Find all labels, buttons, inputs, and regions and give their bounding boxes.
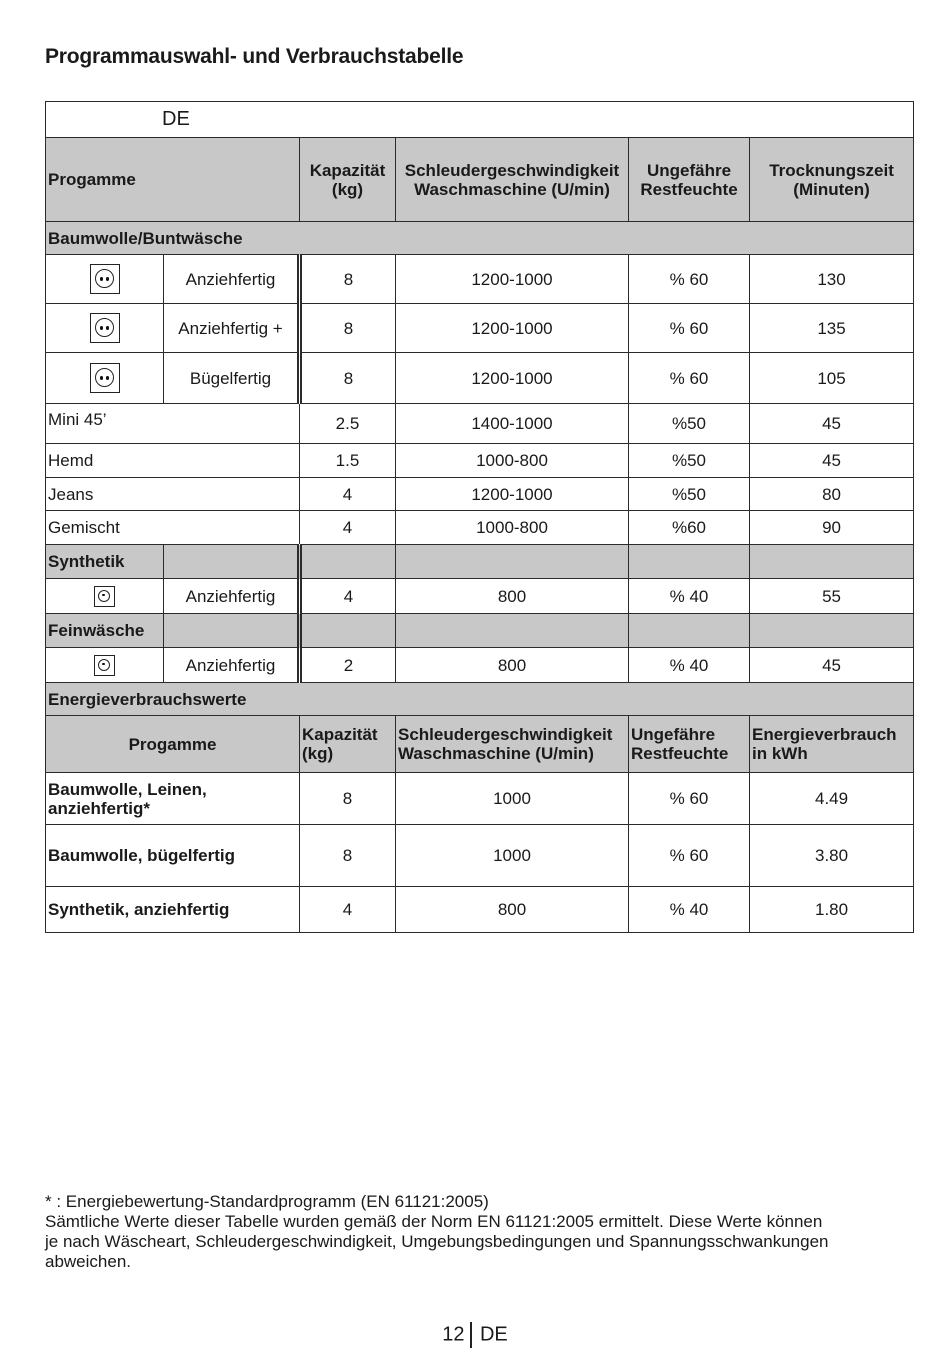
energy-header-programme: Progamme (46, 716, 300, 773)
residual-moisture-cell: % 40 (629, 887, 750, 933)
page-title: Programmauswahl- und Verbrauchstabelle (45, 45, 464, 68)
program-name: Mini 45’ (46, 404, 300, 444)
program-table (45, 101, 914, 933)
capacity-cell: 8 (300, 304, 396, 353)
capacity-cell: 4 (300, 579, 396, 614)
capacity-cell: 8 (300, 773, 396, 825)
table-row (46, 648, 914, 683)
country-row (46, 102, 914, 138)
section-feinwaesche: Feinwäsche (46, 614, 164, 648)
spin-speed-cell: 1000 (396, 825, 629, 887)
program-name: Anziehfertig (164, 579, 300, 614)
program-name: Anziehfertig (164, 255, 300, 304)
section-synthetik: Synthetik (46, 545, 164, 579)
table-row (46, 511, 914, 545)
residual-moisture-cell: % 60 (629, 304, 750, 353)
country-label: DE (46, 102, 914, 138)
spin-speed-cell: 1200-1000 (396, 478, 629, 511)
program-name: Anziehfertig + (164, 304, 300, 353)
spin-speed-cell: 1200-1000 (396, 255, 629, 304)
energy-header-schleuder: Schleudergeschwindigkeit Waschmaschine (U/min) (396, 716, 629, 773)
energy-header (46, 716, 914, 773)
table-row (46, 478, 914, 511)
program-name: Gemischt (46, 511, 300, 545)
header-trocknungszeit: Trocknungszeit (Minuten) (750, 138, 914, 222)
capacity-cell: 8 (300, 255, 396, 304)
table-header (46, 138, 914, 222)
synthetic-dryer-icon (46, 579, 164, 614)
footnote-line: * : Energiebewertung-Standardprogramm (EN 61121:2005) (45, 1192, 489, 1211)
cotton-dryer-icon (46, 353, 164, 404)
energy-header-kapazitaet: Kapazität (kg) (300, 716, 396, 773)
energy-header-energie: Energieverbrauch in kWh (750, 716, 914, 773)
spin-speed-cell: 800 (396, 887, 629, 933)
page-number: 12 (442, 1323, 465, 1346)
table-row (46, 353, 914, 404)
drying-time-cell: 80 (750, 478, 914, 511)
table-row (46, 404, 914, 444)
residual-moisture-cell: % 60 (629, 825, 750, 887)
program-name: Synthetik, anziehfertig (46, 887, 300, 933)
drying-time-cell: 45 (750, 648, 914, 683)
page-separator (470, 1322, 472, 1348)
footnote (45, 1192, 915, 1272)
residual-moisture-cell: % 40 (629, 648, 750, 683)
energy-cell: 3.80 (750, 825, 914, 887)
section-row (46, 545, 914, 579)
residual-moisture-cell: % 40 (629, 579, 750, 614)
section-row (46, 683, 914, 716)
program-name: Jeans (46, 478, 300, 511)
spin-speed-cell: 1200-1000 (396, 353, 629, 404)
energy-header-restfeuchte: Ungefähre Restfeuchte (629, 716, 750, 773)
residual-moisture-cell: % 60 (629, 255, 750, 304)
residual-moisture-cell: %50 (629, 444, 750, 478)
drying-time-cell: 130 (750, 255, 914, 304)
header-schleuder: Schleudergeschwindigkeit Waschmaschine (U/min) (396, 138, 629, 222)
page-language: DE (479, 1323, 508, 1346)
table-row (46, 255, 914, 304)
section-row (46, 222, 914, 255)
spin-speed-cell: 1000-800 (396, 511, 629, 545)
residual-moisture-cell: %60 (629, 511, 750, 545)
program-name: Baumwolle, bügelfertig (46, 825, 300, 887)
header-programme: Progamme (46, 138, 300, 222)
program-name: Bügelfertig (164, 353, 300, 404)
table-row (46, 773, 914, 825)
table-row (46, 304, 914, 353)
drying-time-cell: 55 (750, 579, 914, 614)
table-row (46, 825, 914, 887)
drying-time-cell: 90 (750, 511, 914, 545)
program-name: Anziehfertig (164, 648, 300, 683)
footnote-line: abweichen. (45, 1252, 132, 1271)
program-name: Baumwolle, Leinen, anziehfertig* (46, 773, 300, 825)
cotton-dryer-icon (46, 255, 164, 304)
capacity-cell: 4 (300, 887, 396, 933)
spin-speed-cell: 1200-1000 (396, 304, 629, 353)
section-energie: Energieverbrauchswerte (46, 683, 914, 716)
cotton-dryer-icon (46, 304, 164, 353)
header-restfeuchte: Ungefähre Restfeuchte (629, 138, 750, 222)
residual-moisture-cell: %50 (629, 478, 750, 511)
spin-speed-cell: 1000 (396, 773, 629, 825)
energy-cell: 4.49 (750, 773, 914, 825)
drying-time-cell: 45 (750, 404, 914, 444)
residual-moisture-cell: % 60 (629, 773, 750, 825)
capacity-cell: 2.5 (300, 404, 396, 444)
residual-moisture-cell: % 60 (629, 353, 750, 404)
table-row (46, 887, 914, 933)
capacity-cell: 2 (300, 648, 396, 683)
capacity-cell: 1.5 (300, 444, 396, 478)
table-row (46, 579, 914, 614)
drying-time-cell: 135 (750, 304, 914, 353)
capacity-cell: 4 (300, 478, 396, 511)
delicate-dryer-icon (46, 648, 164, 683)
capacity-cell: 4 (300, 511, 396, 545)
residual-moisture-cell: %50 (629, 404, 750, 444)
spin-speed-cell: 800 (396, 579, 629, 614)
spin-speed-cell: 1000-800 (396, 444, 629, 478)
footnote-line: Sämtliche Werte dieser Tabelle wurden gemäß der Norm EN 61121:2005 ermittelt. Diese Werte können (45, 1212, 823, 1231)
section-row (46, 614, 914, 648)
section-baumwolle: Baumwolle/Buntwäsche (46, 222, 914, 255)
capacity-cell: 8 (300, 825, 396, 887)
drying-time-cell: 45 (750, 444, 914, 478)
page-footer (0, 1322, 950, 1348)
capacity-cell: 8 (300, 353, 396, 404)
drying-time-cell: 105 (750, 353, 914, 404)
header-kapazitaet: Kapazität (kg) (300, 138, 396, 222)
spin-speed-cell: 800 (396, 648, 629, 683)
footnote-line: je nach Wäscheart, Schleudergeschwindigkeit, Umgebungsbedingungen und Spannungsschwankungen (45, 1232, 829, 1251)
spin-speed-cell: 1400-1000 (396, 404, 629, 444)
program-name: Hemd (46, 444, 300, 478)
table-row (46, 444, 914, 478)
energy-cell: 1.80 (750, 887, 914, 933)
